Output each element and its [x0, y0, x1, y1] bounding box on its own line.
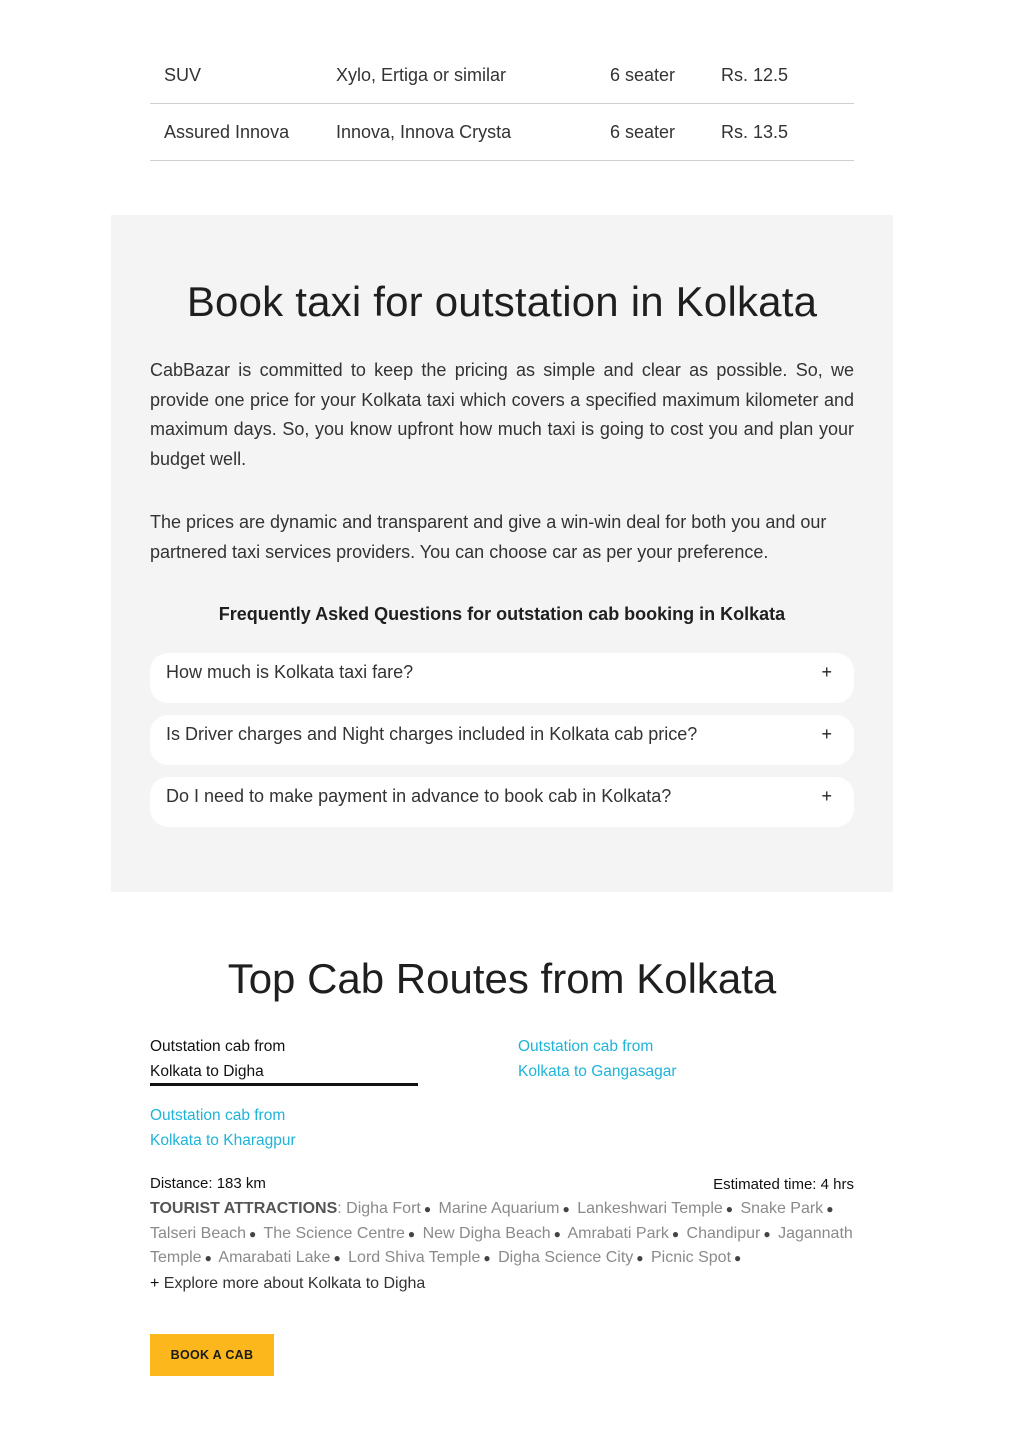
tab-line: Outstation cab from	[150, 1038, 286, 1055]
distance-value: 183 km	[216, 1175, 266, 1192]
section-title: Book taxi for outstation in Kolkata	[186, 278, 818, 325]
attraction: Digha Fort	[346, 1200, 421, 1217]
faq-item[interactable]	[150, 715, 854, 765]
time-value: 4 hrs	[820, 1176, 854, 1193]
attraction: Lankeshwari Temple	[577, 1200, 723, 1217]
expand-plus-icon[interactable]: +	[821, 724, 832, 744]
bullet-icon: ●	[333, 1251, 341, 1265]
distance-info	[150, 1175, 266, 1192]
tab-kolkata-to-gangasagar[interactable]	[518, 1034, 677, 1084]
bullet-icon: ●	[483, 1251, 491, 1265]
car-model-cell: Xylo, Ertiga or similar	[336, 64, 507, 85]
expand-plus-icon[interactable]: +	[821, 786, 832, 806]
tab-kolkata-to-kharagpur[interactable]	[150, 1103, 296, 1153]
bullet-icon: ●	[763, 1226, 771, 1241]
car-type-cell: Assured Innova	[164, 121, 290, 142]
bullet-icon: ●	[671, 1226, 680, 1241]
attraction: New Digha Beach	[422, 1224, 551, 1242]
bullet-icon: ●	[725, 1202, 734, 1216]
rate-cell: Rs. 13.5	[721, 121, 789, 142]
tab-line: Kolkata to Gangasagar	[518, 1063, 677, 1080]
faq-item[interactable]	[150, 777, 854, 827]
plus-icon: +	[150, 1275, 160, 1292]
explore-more-link[interactable]	[150, 1275, 425, 1293]
attraction: Lord Shiva Temple	[348, 1249, 481, 1266]
car-model-cell: Innova, Innova Crysta	[336, 121, 512, 142]
table-row	[150, 104, 854, 161]
attraction: Snake Park	[740, 1200, 824, 1217]
faq-item[interactable]	[150, 653, 854, 703]
book-cab-button[interactable]: BOOK A CAB	[150, 1334, 274, 1376]
capacity-cell: 6 seater	[610, 121, 676, 142]
bullet-icon: ●	[249, 1226, 257, 1241]
faq-question: Do I need to make payment in advance to book cab in Kolkata?	[166, 786, 672, 806]
table-row	[150, 47, 854, 104]
tab-line: Outstation cab from	[518, 1038, 654, 1055]
routes-title: Top Cab Routes from Kolkata	[227, 955, 777, 1002]
bullet-icon: ●	[826, 1202, 834, 1216]
attraction: Jagannath Temple	[150, 1224, 853, 1266]
attractions-label: TOURIST ATTRACTIONS	[150, 1200, 338, 1217]
expand-plus-icon[interactable]: +	[821, 662, 832, 682]
attraction: Marine Aquarium	[438, 1200, 560, 1217]
tourist-attractions: TOURIST ATTRACTIONS: Digha Fort ● Marine Aquarium ● Lankeshwari Temple ● Snake Park ● Talseri Beach ● The Science Centre ● New Digha Beach ● Amrabati Park ● Chandipur ● Jagannath Temple ● Amarabati Lake ● Lord Shiva Temple ● Digha Science City ● Picnic Spot ●	[150, 1200, 853, 1266]
distance-label: Distance:	[150, 1175, 213, 1192]
car-type-cell: SUV	[164, 64, 202, 85]
bullet-icon: ●	[562, 1202, 570, 1216]
bullet-icon: ●	[636, 1251, 644, 1265]
bullet-icon: ●	[734, 1251, 742, 1265]
bullet-icon: ●	[423, 1202, 432, 1216]
pricing-paragraph: CabBazar is committed to keep the pricing as simple and clear as possible. So, we provide one price for your Kolkata taxi which covers a specified maximum kilometer and maximum days. So, you know upfront how much taxi is going to cost you and plan your budget well.	[150, 360, 854, 469]
bullet-icon: ●	[204, 1251, 212, 1265]
faq-heading: Frequently Asked Questions for outstation cab booking in Kolkata	[218, 604, 786, 624]
attraction: Chandipur	[686, 1224, 761, 1242]
fare-table	[150, 47, 854, 161]
estimated-time-info	[713, 1176, 854, 1193]
attraction: Picnic Spot	[650, 1249, 732, 1266]
attraction: Amrabati Park	[567, 1224, 669, 1242]
time-label: Estimated time:	[713, 1176, 817, 1193]
attraction: Amarabati Lake	[218, 1249, 331, 1266]
rate-cell: Rs. 12.5	[721, 64, 789, 85]
attraction: The Science Centre	[263, 1224, 405, 1242]
tab-line: Outstation cab from	[150, 1107, 286, 1124]
explore-text: Explore more about Kolkata to Digha	[163, 1275, 426, 1292]
faq-question: How much is Kolkata taxi fare?	[166, 662, 414, 682]
bullet-icon: ●	[407, 1226, 416, 1241]
faq-question: Is Driver charges and Night charges included in Kolkata cab price?	[166, 724, 698, 744]
tab-line: Kolkata to Digha	[150, 1063, 264, 1080]
attraction: Digha Science City	[498, 1249, 634, 1266]
attraction: Talseri Beach	[150, 1224, 247, 1242]
tab-line: Kolkata to Kharagpur	[150, 1132, 296, 1149]
capacity-cell: 6 seater	[610, 64, 676, 85]
tab-kolkata-to-digha[interactable]	[150, 1034, 418, 1086]
bullet-icon: ●	[553, 1226, 561, 1241]
prices-paragraph: The prices are dynamic and transparent and give a win-win deal for both you and our partnered taxi services providers. You can choose car as per your preference.	[150, 512, 827, 562]
